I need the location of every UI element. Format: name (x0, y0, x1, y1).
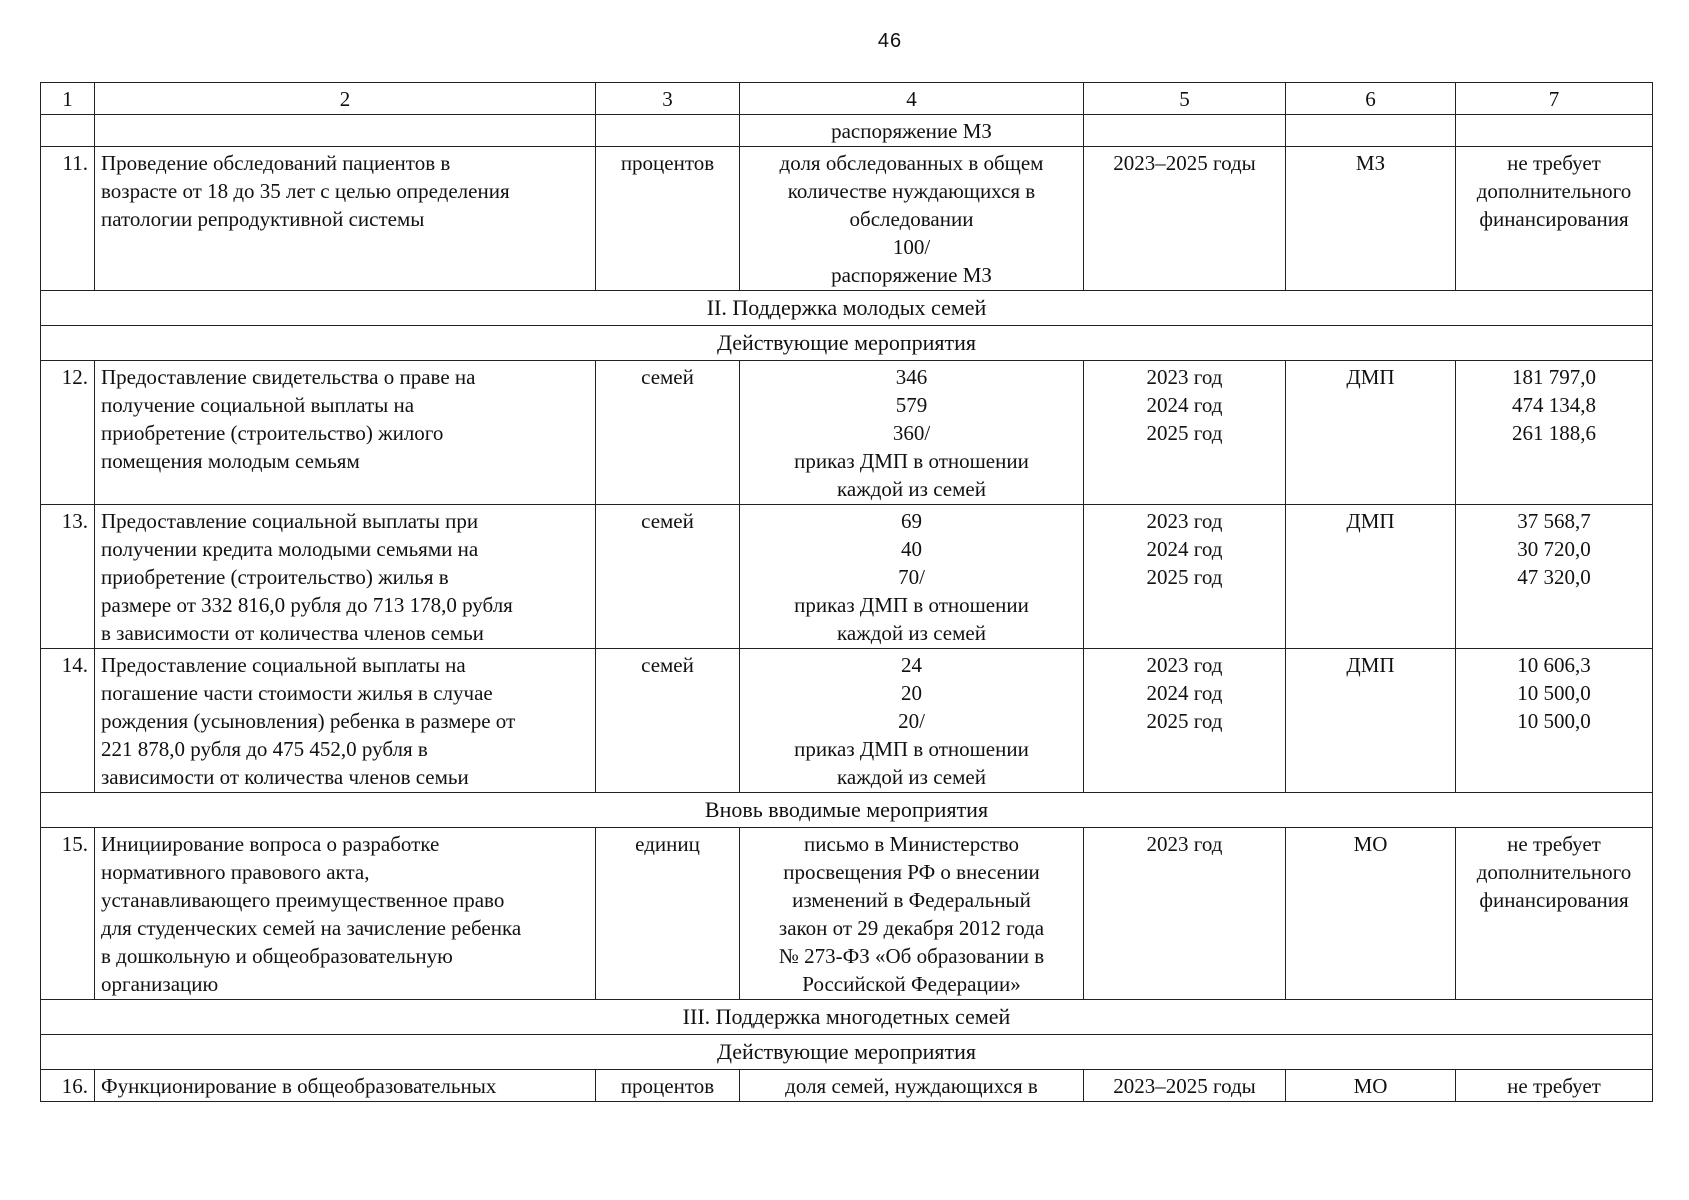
unit: семей (596, 649, 740, 793)
indicator-line: 100/ (892, 235, 931, 259)
section-heading-row (41, 1000, 1653, 1035)
measure-name-line: погашение части стоимости жилья в случае (101, 681, 493, 705)
financing (1456, 828, 1653, 1000)
financing-line: 474 134,8 (1512, 393, 1596, 417)
measure-name-line: патологии репродуктивной системы (101, 207, 425, 231)
section-heading: Вновь вводимые мероприятия (41, 793, 1653, 828)
indicator (740, 147, 1084, 291)
period-line: 2024 год (1146, 537, 1223, 561)
indicator (740, 115, 1084, 147)
unit (596, 115, 740, 147)
row-number: 15. (41, 828, 95, 1000)
measure-name-line: помещения молодым семьям (101, 449, 360, 473)
period-line: 2023–2025 годы (1113, 151, 1256, 175)
measure-name (95, 361, 596, 505)
indicator-line: Российской Федерации» (802, 972, 1021, 996)
row-number: 13. (41, 505, 95, 649)
financing-line: не требует (1507, 151, 1601, 175)
indicator-line: обследовании (849, 207, 974, 231)
table-row (41, 505, 1653, 649)
column-number: 6 (1286, 83, 1456, 115)
executor: ДМП (1286, 505, 1456, 649)
financing-line: 37 568,7 (1517, 509, 1591, 533)
indicator-line: 346 (895, 365, 928, 389)
measure-name-line: приобретение (строительство) жилья в (101, 565, 449, 589)
indicator-line: распоряжение МЗ (831, 119, 992, 143)
table-row (41, 361, 1653, 505)
indicator-line: 20 (901, 681, 922, 705)
column-numbers-row (41, 83, 1653, 115)
measure-name-line: нормативного правового акта, (101, 860, 370, 884)
indicator (740, 649, 1084, 793)
table-row (41, 1070, 1653, 1102)
executor: МО (1286, 828, 1456, 1000)
section-heading-row (41, 1035, 1653, 1070)
unit: единиц (596, 828, 740, 1000)
indicator-line: письмо в Министерство (803, 832, 1020, 856)
financing-line: не требует (1507, 1074, 1601, 1098)
section-heading: Действующие мероприятия (41, 326, 1653, 361)
executor: МО (1286, 1070, 1456, 1102)
measure-name-line: Предоставление социальной выплаты на (101, 653, 466, 677)
indicator-line: 24 (901, 653, 922, 677)
measure-name (95, 649, 596, 793)
measure-name (95, 147, 596, 291)
measure-name-line: рождения (усыновления) ребенка в размере от (101, 709, 516, 733)
indicator-line: приказ ДМП в отношении (794, 593, 1029, 617)
period-line: 2025 год (1146, 565, 1223, 589)
indicator-line: № 273-ФЗ «Об образовании в (778, 944, 1045, 968)
indicator-line: доля обследованных в общем (779, 151, 1044, 175)
measure-name-line: зависимости от количества членов семьи (101, 765, 469, 789)
measure-name-line: устанавливающего преимущественное право (101, 888, 505, 912)
table-row (41, 147, 1653, 291)
section-heading-row (41, 291, 1653, 326)
indicator-line: 579 (895, 393, 928, 417)
period-line: 2023 год (1146, 365, 1223, 389)
measure-name-line: приобретение (строительство) жилого (101, 421, 444, 445)
unit: процентов (596, 1070, 740, 1102)
financing-line: 261 188,6 (1512, 421, 1596, 445)
indicator-line: распоряжение МЗ (831, 263, 992, 287)
column-number: 2 (95, 83, 596, 115)
measures-table (40, 82, 1653, 1102)
period-line: 2025 год (1146, 709, 1223, 733)
financing-line: финансирования (1479, 207, 1629, 231)
measure-name-line: организацию (101, 972, 219, 996)
measure-name (95, 828, 596, 1000)
measure-name (95, 115, 596, 147)
period (1084, 1070, 1286, 1102)
measure-name-line: Функционирование в общеобразовательных (101, 1074, 497, 1098)
unit: процентов (596, 147, 740, 291)
indicator-line: каждой из семей (837, 765, 986, 789)
period (1084, 649, 1286, 793)
financing (1456, 1070, 1653, 1102)
financing (1456, 649, 1653, 793)
column-number: 3 (596, 83, 740, 115)
period (1084, 828, 1286, 1000)
indicator-line: 70/ (898, 565, 925, 589)
unit: семей (596, 361, 740, 505)
period (1084, 505, 1286, 649)
financing (1456, 115, 1653, 147)
period-line: 2023 год (1146, 832, 1223, 856)
section-heading: III. Поддержка многодетных семей (41, 1000, 1653, 1035)
indicator-line: 360/ (892, 421, 931, 445)
row-number: 14. (41, 649, 95, 793)
executor: ДМП (1286, 649, 1456, 793)
measure-name-line: Предоставление социальной выплаты при (101, 509, 479, 533)
period-line: 2024 год (1146, 393, 1223, 417)
financing-line: дополнительного (1476, 179, 1632, 203)
financing-line: 10 500,0 (1517, 709, 1591, 733)
financing-line: 47 320,0 (1517, 565, 1591, 589)
indicator-line: закон от 29 декабря 2012 года (778, 916, 1045, 940)
unit: семей (596, 505, 740, 649)
column-number: 1 (41, 83, 95, 115)
row-number: 11. (41, 147, 95, 291)
indicator-line: 20/ (898, 709, 925, 733)
page-number: 46 (877, 30, 903, 52)
table-row (41, 649, 1653, 793)
section-heading-row (41, 793, 1653, 828)
column-number: 4 (740, 83, 1084, 115)
indicator-line: каждой из семей (837, 477, 986, 501)
financing (1456, 147, 1653, 291)
measure-name-line: для студенческих семей на зачисление ребенка (101, 916, 522, 940)
measure-name (95, 1070, 596, 1102)
period (1084, 361, 1286, 505)
indicator-line: количестве нуждающихся в (787, 179, 1036, 203)
measure-name-line: получении кредита молодыми семьями на (101, 537, 479, 561)
financing-line: 10 606,3 (1517, 653, 1591, 677)
financing-line: 181 797,0 (1512, 365, 1596, 389)
executor: МЗ (1286, 147, 1456, 291)
indicator-line: приказ ДМП в отношении (794, 449, 1029, 473)
section-heading: Действующие мероприятия (41, 1035, 1653, 1070)
indicator-line: доля семей, нуждающихся в (785, 1074, 1038, 1098)
period-line: 2024 год (1146, 681, 1223, 705)
period-line: 2025 год (1146, 421, 1223, 445)
measure-name-line: Инициирование вопроса о разработке (101, 832, 440, 856)
period (1084, 147, 1286, 291)
row-number (41, 115, 95, 147)
indicator-line: 69 (901, 509, 922, 533)
indicator (740, 361, 1084, 505)
section-heading: II. Поддержка молодых семей (41, 291, 1653, 326)
measure-name-line: размере от 332 816,0 рубля до 713 178,0 рубля (101, 593, 513, 617)
indicator-line: изменений в Федеральный (792, 888, 1031, 912)
row-number: 12. (41, 361, 95, 505)
measure-name (95, 505, 596, 649)
indicator (740, 505, 1084, 649)
financing-line: дополнительного (1476, 860, 1632, 884)
measure-name-line: в зависимости от количества членов семьи (101, 621, 484, 645)
measure-name-line: Предоставление свидетельства о праве на (101, 365, 476, 389)
period-line: 2023 год (1146, 509, 1223, 533)
measure-name-line: возрасте от 18 до 35 лет с целью определения (101, 179, 510, 203)
measure-name-line: в дошкольную и общеобразовательную (101, 944, 453, 968)
measure-name-line: 221 878,0 рубля до 475 452,0 рубля в (101, 737, 428, 761)
indicator-line: приказ ДМП в отношении (794, 737, 1029, 761)
indicator-line: каждой из семей (837, 621, 986, 645)
period-line: 2023–2025 годы (1113, 1074, 1256, 1098)
table-row (41, 115, 1653, 147)
executor (1286, 115, 1456, 147)
financing-line: финансирования (1479, 888, 1629, 912)
financing (1456, 505, 1653, 649)
financing-line: не требует (1507, 832, 1601, 856)
indicator (740, 1070, 1084, 1102)
row-number: 16. (41, 1070, 95, 1102)
measure-name-line: Проведение обследований пациентов в (101, 151, 451, 175)
table-row (41, 828, 1653, 1000)
section-heading-row (41, 326, 1653, 361)
financing-line: 30 720,0 (1517, 537, 1591, 561)
indicator (740, 828, 1084, 1000)
column-number: 5 (1084, 83, 1286, 115)
financing-line: 10 500,0 (1517, 681, 1591, 705)
column-number: 7 (1456, 83, 1653, 115)
period (1084, 115, 1286, 147)
indicator-line: просвещения РФ о внесении (783, 860, 1040, 884)
period-line: 2023 год (1146, 653, 1223, 677)
financing (1456, 361, 1653, 505)
measure-name-line: получение социальной выплаты на (101, 393, 415, 417)
indicator-line: 40 (901, 537, 922, 561)
executor: ДМП (1286, 361, 1456, 505)
